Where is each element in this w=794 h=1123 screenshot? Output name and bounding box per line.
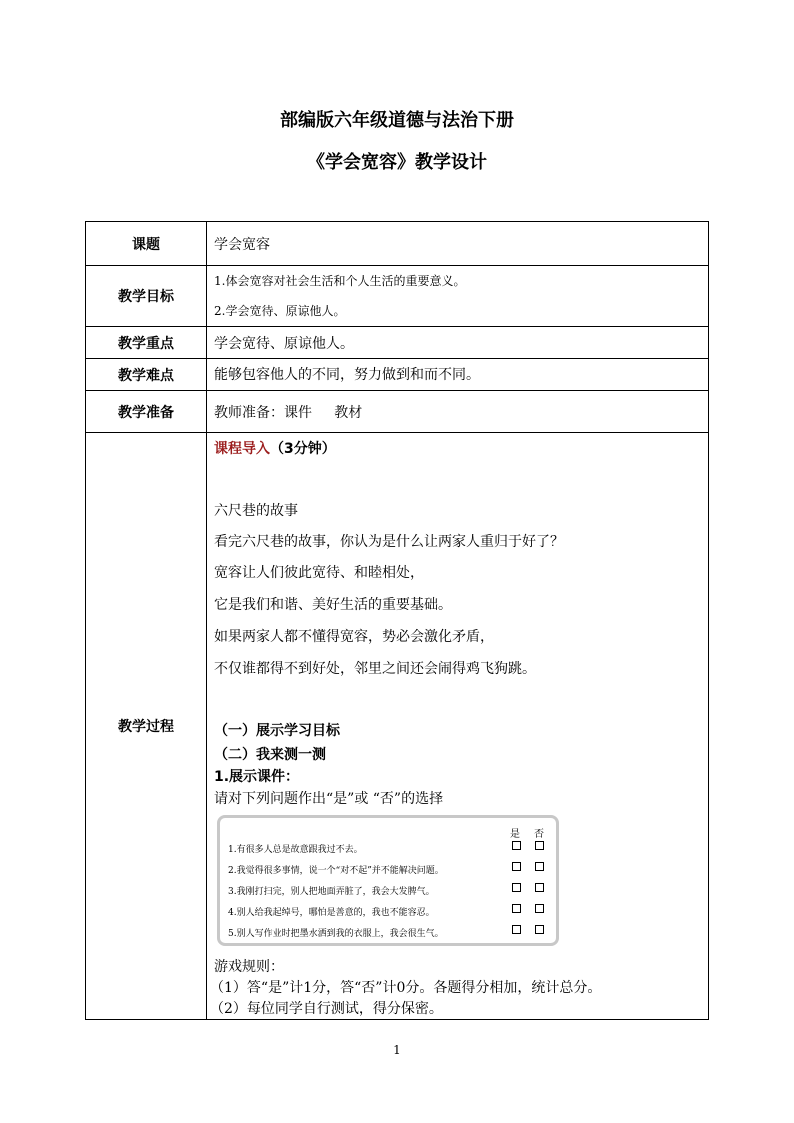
quiz-question-4: 4.别人给我起绰号，哪怕是善意的，我也不能容忍。 [228,908,435,918]
story-line-2: 看完六尺巷的故事，你认为是什么让两家人重归于好了？ [214,534,564,550]
row-preparation [86,391,709,433]
quiz-q1-no-checkbox[interactable] [535,841,544,850]
quiz-question-5: 5.别人写作业时把墨水洒到我的衣服上，我会很生气。 [228,929,444,939]
quiz-q3-yes-checkbox[interactable] [512,883,521,892]
quiz-instruction: 请对下列问题作出“是”或 “否”的选择 [214,791,444,807]
quiz-q2-yes-checkbox[interactable] [512,862,521,871]
label-goals: 教学目标 [86,266,207,327]
quiz-question-3: 3.我刚打扫完，别人把地面弄脏了，我会大发脾气。 [228,887,435,897]
value-goals [207,266,709,327]
quiz-q1-yes-checkbox[interactable] [512,841,521,850]
lesson-plan-table [85,221,709,1020]
goal-item-1: 1.体会宽容对社会生活和个人生活的重要意义。 [214,274,466,288]
document-subtitle: 《学会宽容》教学设计 [307,152,487,173]
quiz-q2-no-checkbox[interactable] [535,862,544,871]
story-line-3: 宽容让人们彼此宽待、和睦相处， [214,565,424,581]
section-2-heading: （二）我来测一测 [214,747,326,763]
intro-time: （3分钟） [270,441,336,457]
label-process: 教学过程 [86,433,207,1020]
row-key-points [86,327,709,359]
self-test-panel [217,815,559,946]
quiz-header-yes: 是 [510,829,520,840]
section-1-heading: （一）展示学习目标 [214,723,340,739]
quiz-header-no: 否 [534,829,544,840]
row-goals [86,266,709,327]
quiz-question-1: 1.有很多人总是故意跟我过不去。 [228,845,363,855]
value-difficulties: 能够包容他人的不同，努力做到和而不同。 [207,359,709,391]
rule-1: （1）答“是”计1分，答“否”计0分。各题得分相加，统计总分。 [210,980,602,996]
label-key-points: 教学重点 [86,327,207,359]
row-topic [86,222,709,266]
intro-heading: 课程导入 [214,441,270,457]
rule-2: （2）每位同学自行测试，得分保密。 [210,1001,443,1017]
quiz-question-2: 2.我觉得很多事情，说一个“对不起”并不能解决问题。 [228,866,444,876]
value-topic: 学会宽容 [207,222,709,266]
story-line-5: 如果两家人都不懂得宽容，势必会激化矛盾， [214,629,494,645]
value-key-points: 学会宽待、原谅他人。 [207,327,709,359]
label-difficulties: 教学难点 [86,359,207,391]
quiz-q5-no-checkbox[interactable] [535,925,544,934]
rules-title: 游戏规则： [214,959,284,975]
story-line-4: 它是我们和谐、美好生活的重要基础。 [214,597,452,613]
intro-heading-line [214,438,336,458]
value-process [207,433,709,1020]
value-preparation: 教师准备：课件 教材 [207,391,709,433]
step-1-heading: 1.展示课件： [214,769,300,785]
quiz-q3-no-checkbox[interactable] [535,883,544,892]
quiz-q4-no-checkbox[interactable] [535,904,544,913]
document-title: 部编版六年级道德与法治下册 [280,110,514,131]
label-topic: 课题 [86,222,207,266]
quiz-q4-yes-checkbox[interactable] [512,904,521,913]
page-number: 1 [393,1043,401,1057]
label-preparation: 教学准备 [86,391,207,433]
row-difficulties [86,359,709,391]
goal-item-2: 2.学会宽待、原谅他人。 [214,304,346,318]
story-line-1: 六尺巷的故事 [214,503,298,519]
story-line-6: 不仅谁都得不到好处，邻里之间还会闹得鸡飞狗跳。 [214,661,536,677]
row-process [86,433,709,1020]
quiz-q5-yes-checkbox[interactable] [512,925,521,934]
